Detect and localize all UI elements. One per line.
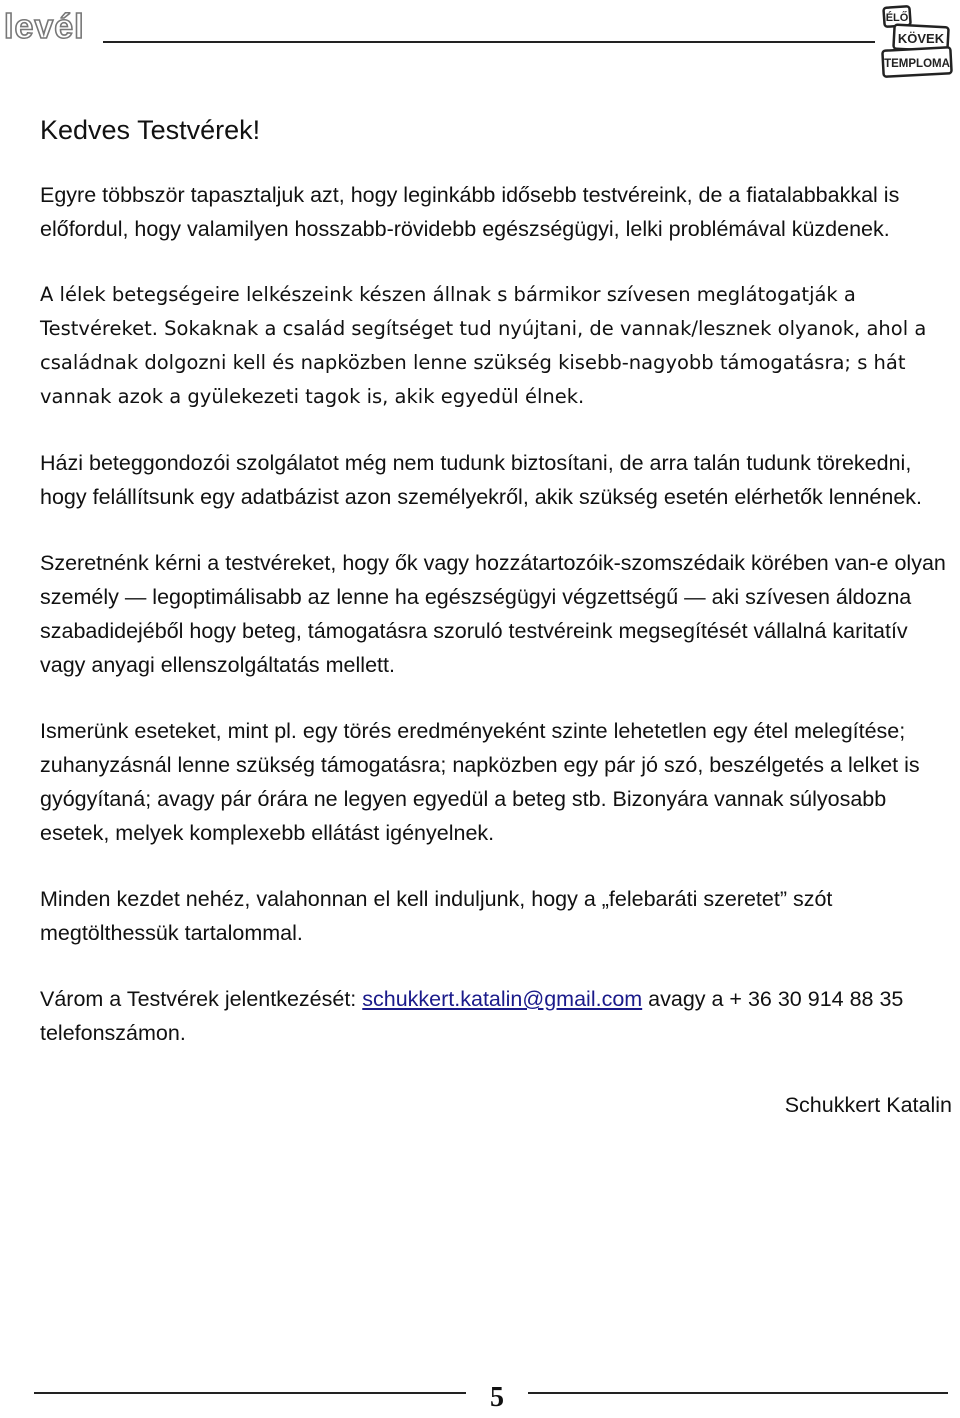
greeting: Kedves Testvérek! (40, 115, 261, 145)
letter-body (40, 110, 952, 1122)
logo-line-2: KÖVEK (897, 31, 945, 46)
contact-paragraph (40, 982, 952, 1050)
contact-phone-text: avagy a + 36 30 914 88 35 telefonszámon. (40, 987, 904, 1045)
church-logo-icon (880, 4, 956, 80)
logo-line-1: ÉLŐ (885, 12, 909, 24)
paragraph-6: Minden kezdet nehéz, valahonnan el kell induljunk, hogy a „felebaráti szeretet” szót megtölthessük tartalommal. (40, 887, 833, 945)
paragraph-2-sentence-2: Sokaknak a család segítséget tud nyújtani, de vannak/lesznek olyanok, ahol a családnak dolgozni kell és napközben lenne szükség kisebb-nagyobb támogatásra; s hát vannak azok a gyülekezeti tagok is, akik egyedül élnek. (40, 317, 927, 408)
paragraph-1: Egyre többször tapasztaljuk azt, hogy leginkább idősebb testvéreink, de a fiatalabbakkal is előfordul, hogy valamilyen hosszabb-rövidebb egészségügyi, lelki problémával küzdenek. (40, 183, 900, 241)
paragraph-5: Ismerünk eseteket, mint pl. egy törés eredményeként szinte lehetetlen egy étel melegítése; zuhanyzásnál lenne szükség támogatásra; napközben egy pár jó szó, beszélgetés a lelket is gyógyítaná; avagy pár órára ne legyen egyedül a beteg stb. Bizonyára vannak súlyosabb esetek, melyek komplexebb ellátást igényelnek. (40, 719, 920, 845)
footer-divider-left (34, 1392, 466, 1394)
email-link[interactable]: schukkert.katalin@gmail.com (362, 987, 643, 1011)
paragraph-4: Szeretnénk kérni a testvéreket, hogy ők vagy hozzátartozóik-szomszédaik körében van-e olyan személy — legoptimálisabb az lenne ha egészségügyi végzettségű — aki szívesen áldozna szabadidejéből hogy beteg, támogatásra szoruló testvéreink megsegítését vállalná karitatív vagy anyagi ellenszolgáltatás mellett. (40, 551, 946, 677)
paragraph-3: Házi beteggondozói szolgálatot még nem tudunk biztosítani, de arra talán tudunk törekedni, hogy felállítsunk egy adatbázist azon személyekről, akik szükség esetén elérhetők lennének. (40, 451, 923, 509)
logo-line-3: TEMPLOMA (884, 58, 950, 70)
paragraph-2-sentence-1: A lélek betegségeire lelkészeink készen állnak s bármikor szívesen meglátogatják a Testvéreket. (40, 283, 856, 340)
section-title: levél (4, 8, 85, 46)
page-footer (0, 1380, 960, 1418)
contact-prefix: Várom a Testvérek jelentkezését: (40, 987, 363, 1011)
signature: Schukkert Katalin (784, 1093, 952, 1117)
paragraph-2 (40, 278, 952, 414)
footer-divider-right (528, 1392, 948, 1394)
page-number: 5 (490, 1382, 504, 1413)
header-divider (103, 41, 875, 43)
page-header (0, 0, 960, 90)
